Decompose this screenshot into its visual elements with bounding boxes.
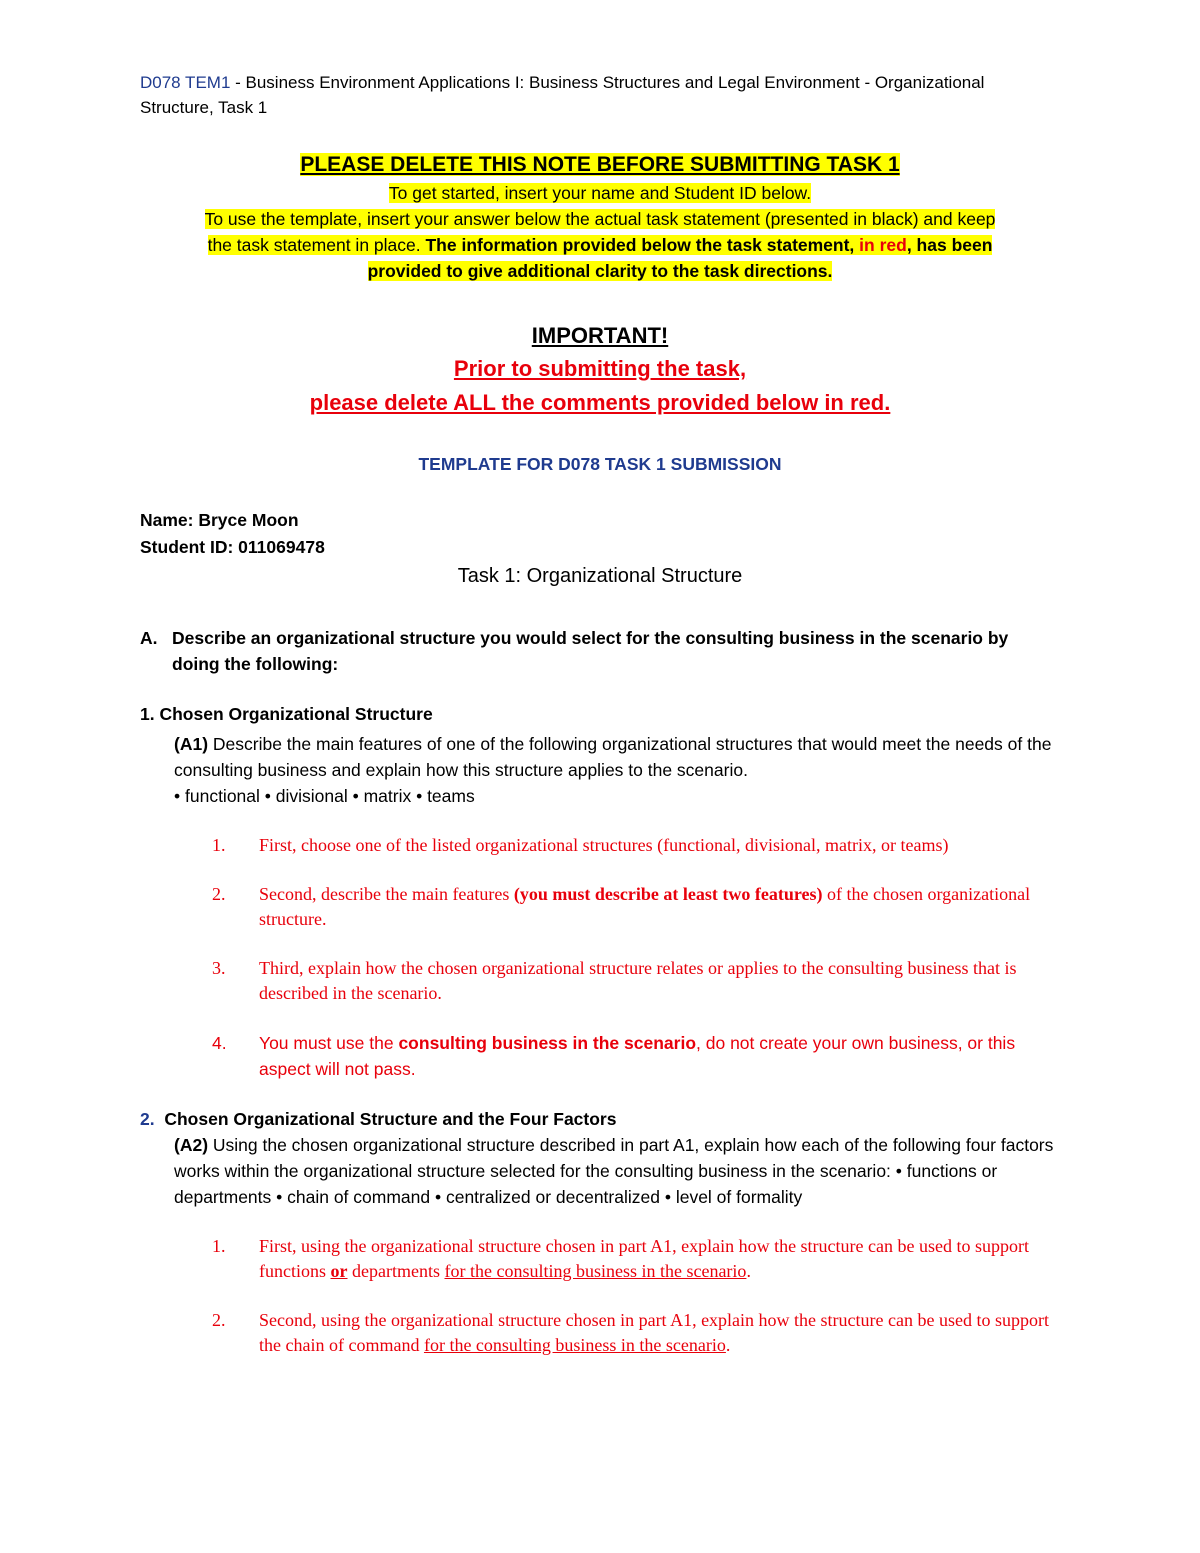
part2-guidance-list [140,1234,1060,1358]
list-item: 2. Second, using the organizational structure chosen in part A1, explain how the structure can be used to support the chain of command for the consulting business in the scenario. [212,1310,1049,1355]
course-title: - Business Environment Applications I: Business Structures and Legal Environment - Organizational Structure, Task 1 [140,73,985,117]
part2-heading-text: Chosen Organizational Structure and the Four Factors [154,1109,617,1129]
part2-heading-num: 2. [140,1109,155,1129]
important-line-2: please delete ALL the comments provided below in red. [309,390,891,415]
course-code: D078 TEM1 [140,73,231,92]
section-a [140,625,1060,677]
document-header [140,70,1060,120]
part1-heading-text: Chosen Organizational Structure [154,704,433,724]
part1-guidance-list [140,833,1060,1082]
student-name: Name: Bryce Moon [140,510,299,530]
list-item: 2. Second, describe the main features (you must describe at least two features) of the chosen organizational structure. [212,884,1031,929]
important-notice [140,320,1060,420]
task-title: Task 1: Organizational Structure [457,565,743,587]
list-item: 4. You must use the consulting business in the scenario, do not create your own business, or this aspect will not pass. [212,1033,1016,1079]
section-a-letter: A. [140,628,158,648]
part2-desc: Using the chosen organizational structure described in part A1, explain how each of the following four factors works within the organizational structure selected for the consulting business in the scenario: • functions or departments • chain of command • centralized or decentralized • level of formality [174,1135,1054,1207]
part2-description [174,1132,1060,1210]
note-line-3a: the task statement in place. [207,235,421,255]
student-id: Student ID: 011069478 [140,537,325,557]
part1-heading [140,701,1060,727]
part1-description [174,731,1060,809]
note-line-3c: , has been [906,235,993,255]
part1-desc: Describe the main features of one of the following organizational structures that would meet the needs of the consulting business and explain how this structure applies to the scenario. [174,734,1052,780]
section-a-text: Describe an organizational structure you would select for the consulting business in the scenario by doing the following: [172,628,1009,674]
part2-tag: (A2) [174,1135,209,1155]
note-line-3-red: in red [859,235,907,255]
note-line-1: To get started, insert your name and Student ID below. [388,183,812,203]
part1-tag: (A1) [174,734,209,754]
list-item: 3. Third, explain how the chosen organizational structure relates or applies to the consulting business that is described in the scenario. [212,958,1017,1003]
student-info [140,507,1060,561]
note-line-2: To use the template, insert your answer below the actual task statement (presented in black) and keep [204,209,996,229]
note-title: PLEASE DELETE THIS NOTE BEFORE SUBMITTING TASK 1 [300,153,900,176]
part1-options: • functional • divisional • matrix • teams [174,786,475,806]
list-item: 1. First, using the organizational structure chosen in part A1, explain how the structure can be used to support functions or departments for the consulting business in the scenario. [212,1236,1029,1281]
note-line-3b: The information provided below the task statement, [420,235,860,255]
part1-heading-num: 1. [140,704,155,724]
important-line-1: Prior to submitting the task, [453,356,747,381]
submission-note [140,150,1060,284]
note-line-4: provided to give additional clarity to the task directions. [367,261,833,281]
list-item: 1. First, choose one of the listed organizational structures (functional, divisional, matrix, or teams) [212,835,949,855]
important-title: IMPORTANT! [531,323,669,348]
template-title: TEMPLATE FOR D078 TASK 1 SUBMISSION [418,454,782,474]
part2-heading [140,1106,1060,1132]
